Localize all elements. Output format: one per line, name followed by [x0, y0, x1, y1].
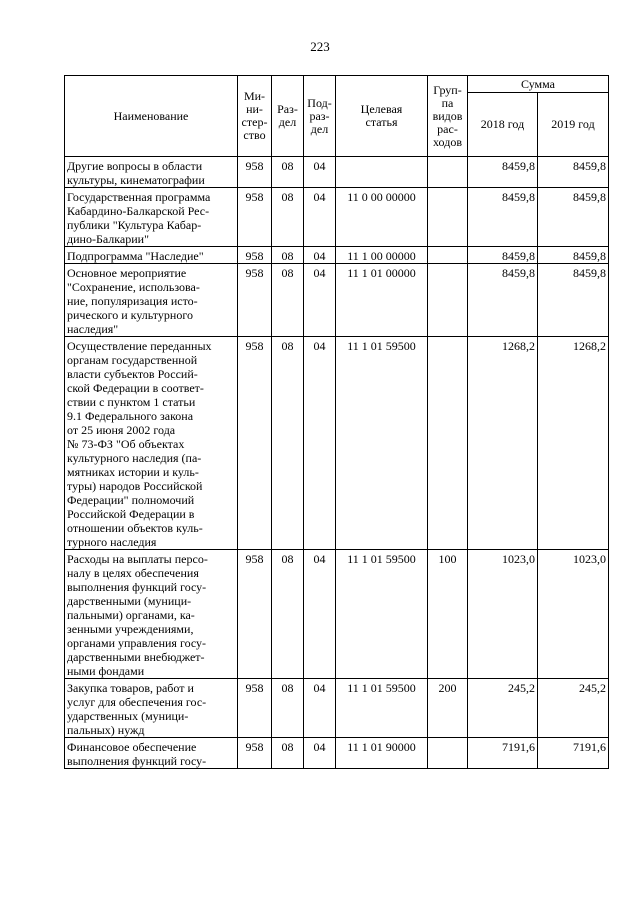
row-subsection: 04	[304, 247, 336, 264]
row-name: Другие вопросы в области культуры, кинематографии	[65, 157, 238, 188]
row-section: 08	[272, 157, 304, 188]
row-name: Финансовое обеспечение выполнения функций госу-	[65, 738, 238, 769]
budget-table	[64, 75, 609, 769]
header-year-2019: 2019 год	[538, 93, 609, 157]
row-subsection: 04	[304, 157, 336, 188]
row-target: 11 1 01 00000	[336, 264, 428, 337]
row-section: 08	[272, 264, 304, 337]
table-row	[65, 157, 609, 188]
row-2018: 8459,8	[468, 157, 538, 188]
row-subsection: 04	[304, 550, 336, 679]
row-subsection: 04	[304, 188, 336, 247]
row-subsection: 04	[304, 738, 336, 769]
page-number: 223	[310, 39, 330, 54]
row-subsection: 04	[304, 264, 336, 337]
row-ministry: 958	[238, 679, 272, 738]
row-ministry: 958	[238, 188, 272, 247]
row-name: Основное мероприятие "Сохранение, использова- ние, популяризация исто- рического и культурного наследия"	[65, 264, 238, 337]
row-ministry: 958	[238, 337, 272, 550]
row-group: 200	[428, 679, 468, 738]
header-subsection: Под- раз- дел	[304, 76, 336, 157]
table-row	[65, 188, 609, 247]
row-target: 11 1 01 59500	[336, 337, 428, 550]
row-group	[428, 738, 468, 769]
row-2018: 8459,8	[468, 264, 538, 337]
row-group	[428, 337, 468, 550]
row-target: 11 0 00 00000	[336, 188, 428, 247]
row-group	[428, 157, 468, 188]
row-2018: 1023,0	[468, 550, 538, 679]
row-2019: 8459,8	[538, 247, 609, 264]
row-section: 08	[272, 738, 304, 769]
row-target: 11 1 00 00000	[336, 247, 428, 264]
row-2019: 245,2	[538, 679, 609, 738]
row-subsection: 04	[304, 337, 336, 550]
table-row	[65, 550, 609, 679]
row-2018: 8459,8	[468, 188, 538, 247]
row-2019: 1268,2	[538, 337, 609, 550]
row-subsection: 04	[304, 679, 336, 738]
row-2019: 8459,8	[538, 157, 609, 188]
row-section: 08	[272, 337, 304, 550]
row-ministry: 958	[238, 738, 272, 769]
row-group: 100	[428, 550, 468, 679]
row-target: 11 1 01 59500	[336, 679, 428, 738]
table-row	[65, 264, 609, 337]
row-2019: 1023,0	[538, 550, 609, 679]
row-section: 08	[272, 550, 304, 679]
row-ministry: 958	[238, 157, 272, 188]
row-target: 11 1 01 59500	[336, 550, 428, 679]
row-name: Расходы на выплаты персо- налу в целях обеспечения выполнения функций госу- дарственными (муници- пальными) органами, ка- зенными учреждениями, органами управления госу- дарственными внебюджет- ными фондами	[65, 550, 238, 679]
row-group	[428, 264, 468, 337]
row-2018: 8459,8	[468, 247, 538, 264]
row-section: 08	[272, 679, 304, 738]
row-2018: 245,2	[468, 679, 538, 738]
header-group: Груп- па видов рас- ходов	[428, 76, 468, 157]
row-2018: 1268,2	[468, 337, 538, 550]
row-section: 08	[272, 188, 304, 247]
header-name: Наименование	[65, 76, 238, 157]
row-name: Государственная программа Кабардино-Балкарской Рес- публики "Культура Кабар- дино-Балкарии"	[65, 188, 238, 247]
header-section: Раз- дел	[272, 76, 304, 157]
header-target: Целевая статья	[336, 76, 428, 157]
table-row	[65, 738, 609, 769]
row-2019: 7191,6	[538, 738, 609, 769]
row-section: 08	[272, 247, 304, 264]
row-ministry: 958	[238, 247, 272, 264]
row-name: Закупка товаров, работ и услуг для обеспечения гос- ударственных (муници- пальных) нужд	[65, 679, 238, 738]
row-target	[336, 157, 428, 188]
header-sum: Сумма	[468, 76, 609, 93]
header-year-2018: 2018 год	[468, 93, 538, 157]
row-2019: 8459,8	[538, 264, 609, 337]
row-target: 11 1 01 90000	[336, 738, 428, 769]
row-name: Подпрограмма "Наследие"	[65, 247, 238, 264]
table-row	[65, 679, 609, 738]
row-group	[428, 188, 468, 247]
table-row	[65, 337, 609, 550]
table-row	[65, 247, 609, 264]
row-2019: 8459,8	[538, 188, 609, 247]
row-group	[428, 247, 468, 264]
row-ministry: 958	[238, 550, 272, 679]
row-2018: 7191,6	[468, 738, 538, 769]
row-name: Осуществление переданных органам государственной власти субъектов Россий- ской Федерации в соответ- ствии с пунктом 1 статьи 9.1 Федерального закона от 25 июня 2002 года № 73-ФЗ "Об объектах культурного наследия (па- мятниках истории и куль- туры) народов Российской Федерации" полномочий Российской Федерации в отношении объектов куль- турного наследия	[65, 337, 238, 550]
row-ministry: 958	[238, 264, 272, 337]
header-ministry: Ми- ни- стер- ство	[238, 76, 272, 157]
